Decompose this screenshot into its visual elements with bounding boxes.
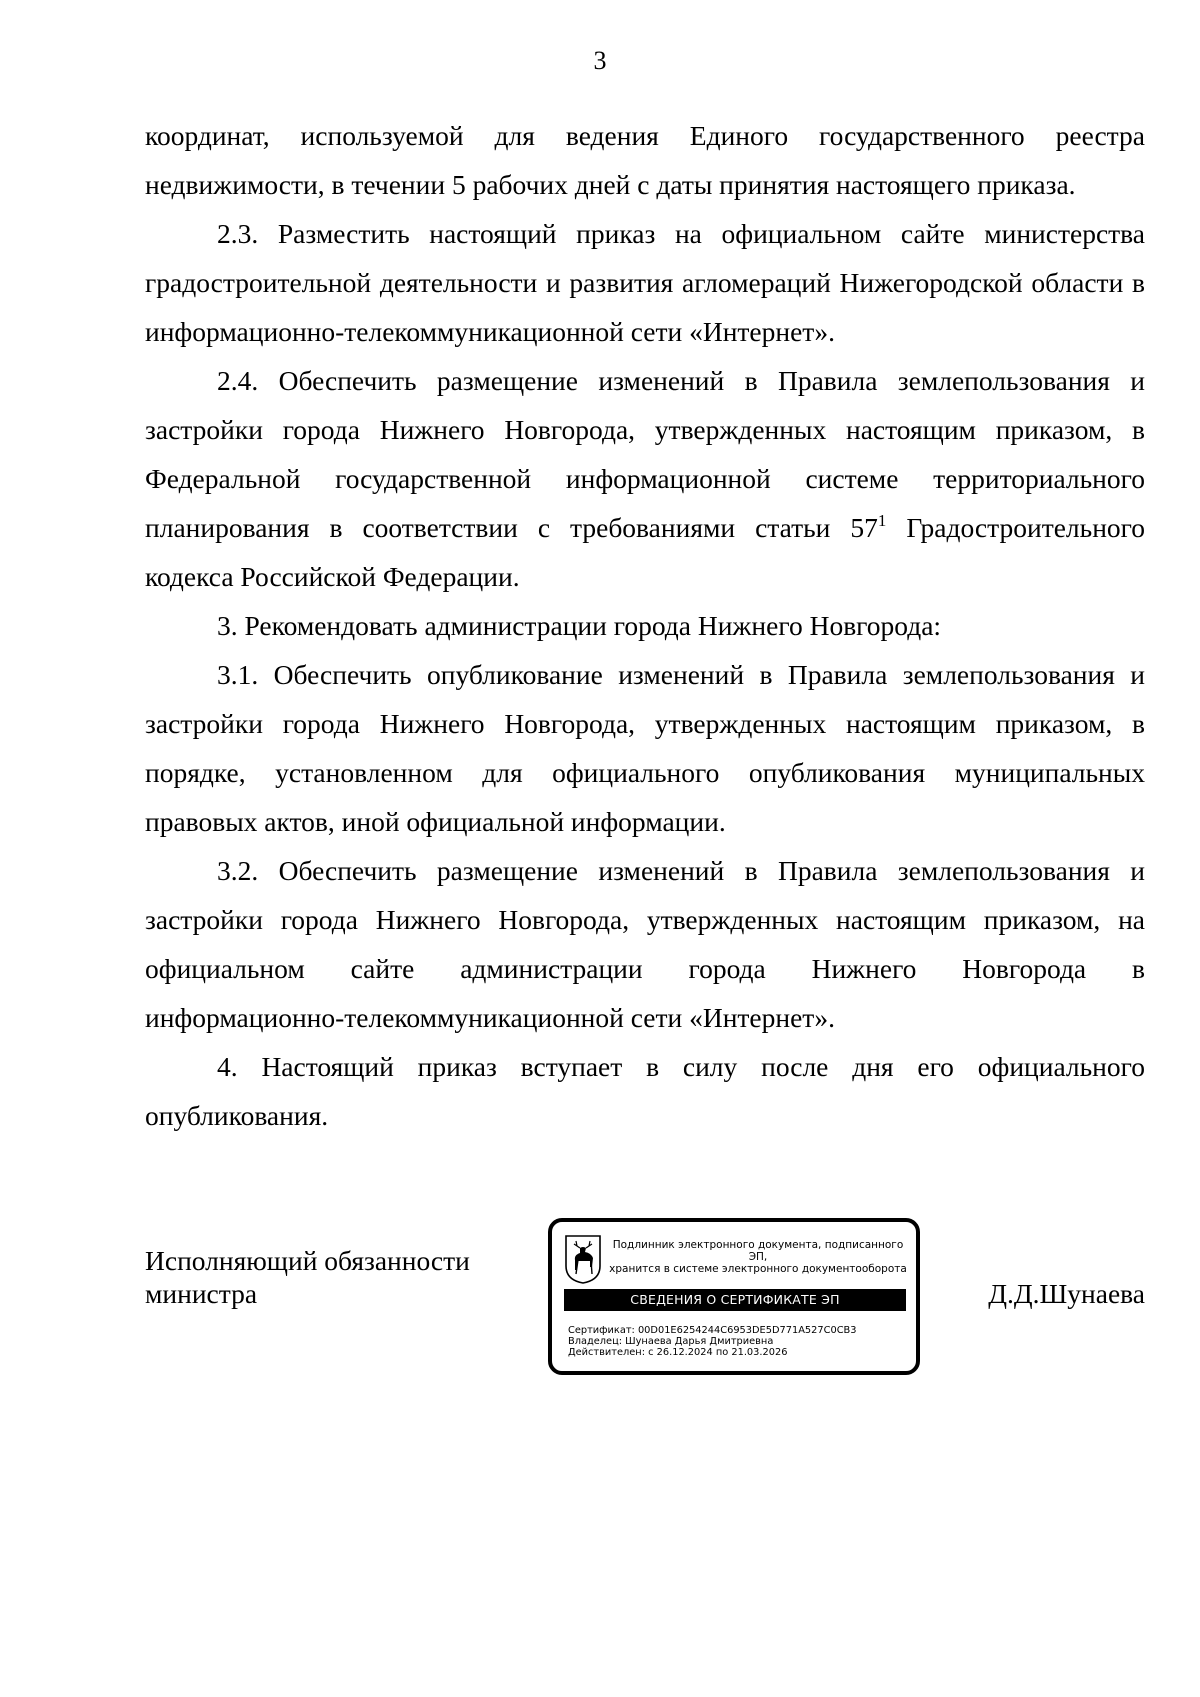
signatory-position-line1: Исполняющий обязанности (145, 1245, 470, 1276)
paragraph-4: 4. Настоящий приказ вступает в силу после дня его официального опубликования. (145, 1051, 1145, 1131)
certificate-validity: Действителен: с 26.12.2024 по 21.03.2026 (568, 1347, 788, 1358)
nizhny-novgorod-deer-emblem-icon (564, 1234, 602, 1284)
certificate-owner: Владелец: Шунаева Дарья Дмитриевна (568, 1336, 774, 1347)
paragraph-2-4-text-end: Градостроительного кодекса Российской Федерации. (145, 512, 1145, 592)
paragraph-3-1: 3.1. Обеспечить опубликование изменений в Правила землепользования и застройки города Нижнего Новгорода, утвержденных настоящим приказом, в порядке, установленном для официального опубликования муниципальных правовых актов, иной официальной информации. (145, 659, 1145, 837)
signatory-position (145, 1244, 470, 1310)
stamp-header-line2: хранится в системе электронного документооборота (609, 1263, 907, 1275)
paragraph-continuation: координат, используемой для ведения Единого государственного реестра недвижимости, в течении 5 рабочих дней с даты принятия настоящего приказа. (145, 120, 1145, 200)
signatory-name: Д.Д.Шунаева (988, 1278, 1145, 1309)
paragraph-3-2: 3.2. Обеспечить размещение изменений в Правила землепользования и застройки города Нижнего Новгорода, утвержденных настоящим приказом, на официальном сайте администрации города Нижнего Новгорода в (145, 855, 1145, 984)
signatory-position-line2: министра (145, 1278, 258, 1309)
certificate-number: Сертификат: 00D01E6254244C6953DE5D771A527C0CB3 (568, 1325, 857, 1336)
document-body (145, 111, 1145, 1140)
certificate-details (568, 1325, 908, 1358)
paragraph-3-2-end: информационно-телекоммуникационной сети «Интернет». (145, 1002, 835, 1033)
superscript-article-index: 1 (877, 511, 887, 530)
paragraph-3: 3. Рекомендовать администрации города Нижнего Новгорода: (217, 610, 942, 641)
paragraph-2-3: 2.3. Разместить настоящий приказ на официальном сайте министерства градостроительной деятельности и развития агломераций Нижегородской области в информационно-телекоммуникационной сети «Интернет». (145, 218, 1145, 347)
page-number: 3 (593, 46, 607, 75)
paragraph-2-4 (145, 356, 1145, 601)
electronic-signature-stamp (548, 1218, 920, 1375)
stamp-header-line1: Подлинник электронного документа, подписанного ЭП, (612, 1239, 904, 1263)
stamp-header (608, 1239, 908, 1275)
paragraph-2-4-text: 2.4. Обеспечить размещение изменений в Правила землепользования и застройки города Нижнего Новгорода, утвержденных настоящим приказом, в Федеральной государственной информационной системе территориального планирования в соответствии с требованиями статьи 57 (145, 365, 1145, 543)
certificate-info-bar: СВЕДЕНИЯ О СЕРТИФИКАТЕ ЭП (564, 1289, 906, 1311)
